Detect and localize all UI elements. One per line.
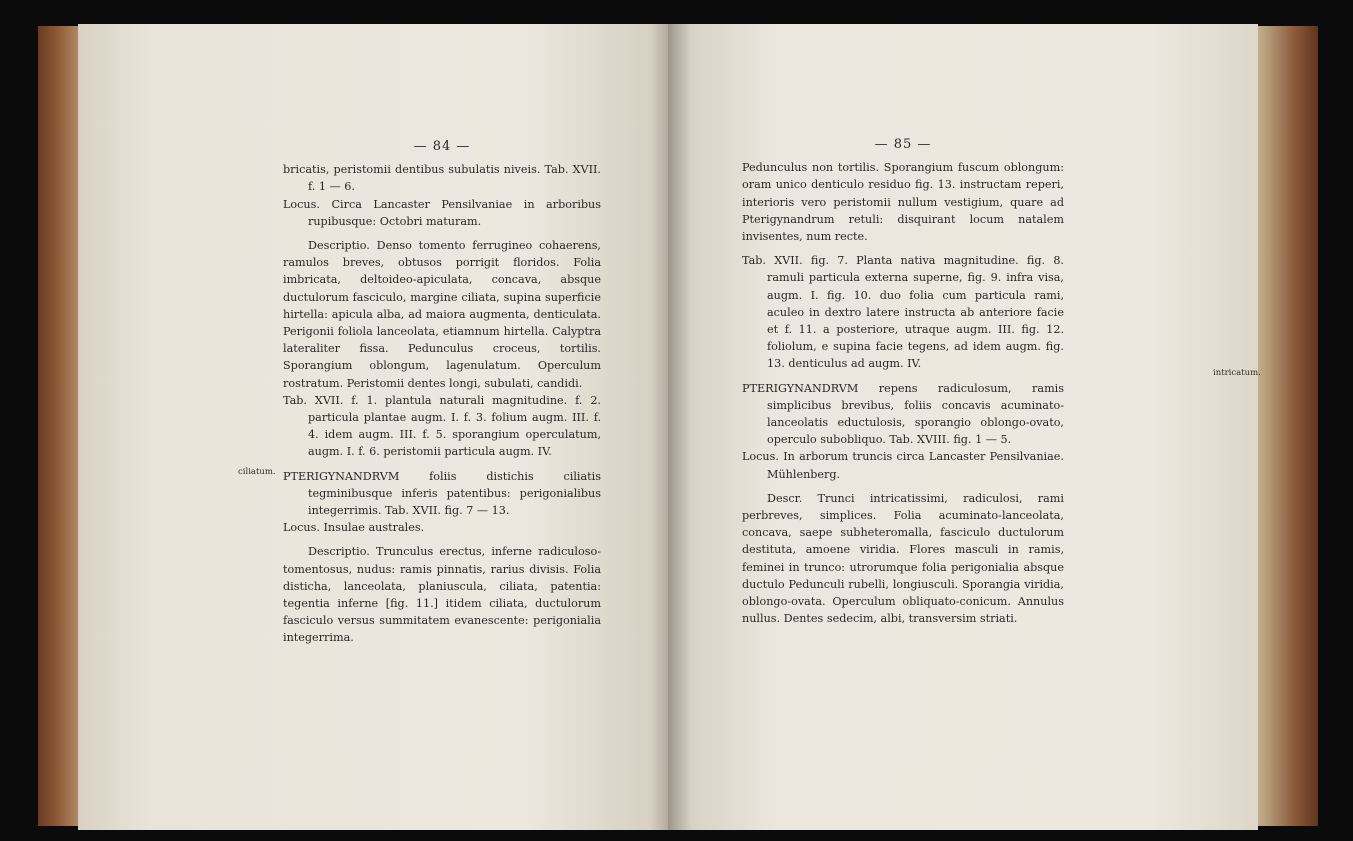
right-page-text bbox=[742, 136, 1064, 627]
paragraph: Pedunculus non tortilis. Sporangium fuscum oblongum: oram unico denticulo residuo fig. 13. instructam reperi, interioris vero peristomii nullum vestigium, quare ad Pterigynandrum retuli: disquirant locum natalem invisentes, num recte. bbox=[742, 161, 1064, 244]
margin-note-right: intricatum. bbox=[1213, 368, 1261, 378]
left-page-text bbox=[283, 138, 601, 647]
paragraph: Locus. Insulae australes. bbox=[283, 521, 425, 535]
paragraph: Descriptio. Denso tomento ferrugineo cohaerens, ramulos breves, obtusos porrigit floridos. Folia imbricata, deltoideo-apiculata, concava, absque ductulorum fasciculo, margine ciliata, supina superficie hirtella: apicula alba, ad maiora augmenta, denticulata. Perigonii foliola lanceolata, etiamnum hirtella. Calyptra lateraliter fissa. Pedunculus croceus, tortilis. Sporangium oblongum, lagenulatum. Operculum rostratum. Peristomii dentes longi, subulati, candidi. bbox=[283, 239, 601, 390]
paragraph: Tab. XVII. f. 1. plantula naturali magnitudine. f. 2. particula plantae augm. I. f. 3. folium augm. III. f. 4. idem augm. III. f. 5. sporangium operculatum, augm. I. f. 6. peristomii particula augm. IV. bbox=[283, 393, 601, 459]
right-page bbox=[668, 24, 1261, 830]
left-page bbox=[78, 24, 674, 830]
paragraph: Descriptio. Trunculus erectus, inferne radiculoso-tomentosus, nudus: ramis pinnatis, rarius divisis. Folia disticha, lanceolata, planiuscula, ciliata, patentia: tegentia inferne [fig. 11.] itidem ciliata, ductulorum fasciculo versus summitatem evanescente: perigonialia integerrima. bbox=[283, 545, 601, 645]
page-number-left: — 84 — bbox=[413, 139, 471, 154]
paragraph: PTERIGYNANDRVM foliis distichis ciliatis tegminibusque inferis patentibus: perigonialibus integerrimis. Tab. XVII. fig. 7 — 13. bbox=[283, 469, 601, 518]
paragraph: Tab. XVII. fig. 7. Planta nativa magnitudine. fig. 8. ramuli particula externa superne, fig. 9. infra visa, augm. I. fig. 10. duo folia cum particula rami, aculeo in dextro latere instructa ab anteriore facie et f. 11. a posteriore, utraque augm. III. fig. 12. foliolum, e supina facie tegens, ad idem augm. fig. 13. denticulus ad augm. IV. bbox=[742, 254, 1064, 371]
page-number-right: — 85 — bbox=[874, 137, 932, 152]
open-book bbox=[8, 14, 1345, 832]
paragraph: PTERIGYNANDRVM repens radiculosum, ramis simplicibus brevibus, foliis concavis acuminato-lanceolatis eductulosis, sporangio oblongo-ovato, operculo subobliquo. Tab. XVIII. fig. 1 — 5. bbox=[742, 381, 1064, 447]
paragraph: Descr. Trunci intricatissimi, radiculosi, rami perbreves, simplices. Folia acuminato-lanceolata, concava, saepe subheteromalla, fasciculo ductulorum destituta, amoene viridia. Flores masculi in ramis, feminei in trunco: utrorumque folia perigonialia absque ductulo Pedunculi rubelli, longiusculi. Sporangia viridia, oblongo-ovata. Operculum obliquato-conicum. Annulus nullus. Dentes sedecim, albi, transversim striati. bbox=[742, 491, 1064, 626]
margin-note-left: ciliatum. bbox=[238, 467, 276, 477]
paragraph: Locus. In arborum truncis circa Lancaster Pensilvaniae. Mühlenberg. bbox=[742, 450, 1064, 481]
paragraph: bricatis, peristomii dentibus subulatis niveis. Tab. XVII. f. 1 — 6. bbox=[283, 163, 601, 194]
paragraph: Locus. Circa Lancaster Pensilvaniae in arboribus rupibusque: Octobri maturam. bbox=[283, 197, 601, 228]
